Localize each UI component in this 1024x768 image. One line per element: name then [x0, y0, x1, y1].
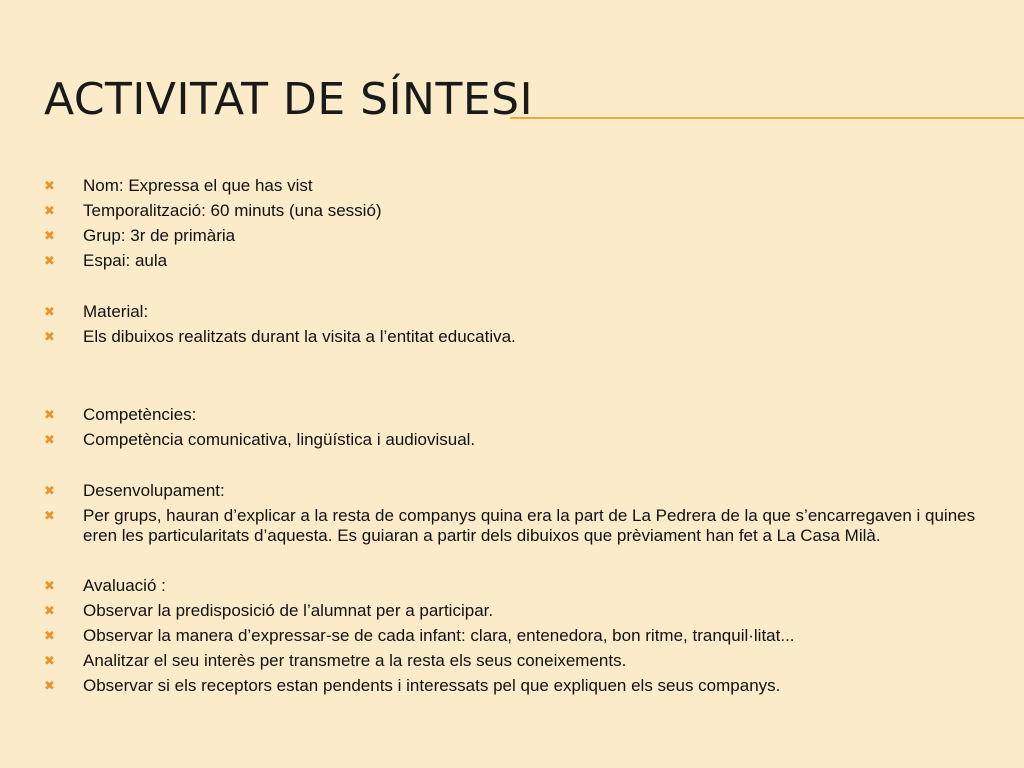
list-item-avaluacio-2 — [44, 626, 984, 651]
item-text: Expressa el que has vist — [123, 176, 313, 195]
bullet-x-icon: ✖ — [44, 178, 55, 193]
list-item-competencies — [44, 405, 984, 430]
item-text: : — [143, 302, 149, 321]
item-text: aula — [130, 251, 168, 270]
list-item-competencies-detail — [44, 430, 984, 455]
list-item-temporalitzacio — [44, 201, 984, 226]
item-label: Competències — [83, 405, 192, 424]
bullet-x-icon: ✖ — [44, 228, 55, 243]
list-item-desenvolupament — [44, 481, 984, 506]
slide-title: ACTIVITAT DE SÍNTESI — [44, 74, 534, 125]
item-label: Desenvolupament — [83, 481, 221, 500]
bullet-x-icon: ✖ — [44, 407, 55, 422]
item-text: Observar la predisposició de l’alumnat per a participar. — [83, 601, 494, 620]
item-text: Observar si els receptors estan pendents i interessats pel que expliquen els seus companys. — [83, 676, 781, 695]
item-label: Grup — [83, 226, 121, 245]
item-label: Temporalització — [83, 201, 202, 220]
item-text: : 3r de primària — [120, 226, 236, 245]
item-label: Espai: — [83, 251, 131, 270]
item-text: : — [191, 405, 197, 424]
bullet-x-icon: ✖ — [44, 432, 55, 447]
item-text: Per grups, hauran d’explicar a la resta de companys quina era la part de La Pedrera de la que s’encarregaven i quines eren les particularitats d’aquesta. Es guiaran a partir dels dibuixos que prèviament han fet a La Casa Milà. — [83, 506, 976, 545]
list-item-grup — [44, 226, 984, 251]
item-text: Analitzar el seu interès per transmetre a la resta els seus coneixements. — [83, 651, 627, 670]
list-item-material-detail — [44, 327, 984, 352]
bullet-x-icon: ✖ — [44, 329, 55, 344]
list-item-espai — [44, 251, 984, 276]
item-text: Els dibuixos realitzats durant la visita a l’entitat educativa. — [83, 327, 516, 346]
bullet-list — [44, 176, 984, 701]
bullet-x-icon: ✖ — [44, 678, 55, 693]
list-item-avaluacio-3 — [44, 651, 984, 676]
item-label: Material — [83, 302, 144, 321]
item-label: Avaluació — [83, 576, 157, 595]
title-underline — [510, 117, 1024, 119]
bullet-x-icon: ✖ — [44, 304, 55, 319]
list-item-nom — [44, 176, 984, 201]
list-item-avaluacio-1 — [44, 601, 984, 626]
list-item-desenvolupament-detail — [44, 506, 984, 550]
item-label: Nom: — [83, 176, 124, 195]
bullet-x-icon: ✖ — [44, 628, 55, 643]
item-text: : — [220, 481, 225, 500]
bullet-x-icon: ✖ — [44, 508, 55, 523]
item-text: : — [156, 576, 166, 595]
list-item-material — [44, 302, 984, 327]
bullet-x-icon: ✖ — [44, 578, 55, 593]
list-item-avaluacio-4 — [44, 676, 984, 701]
bullet-x-icon: ✖ — [44, 653, 55, 668]
bullet-x-icon: ✖ — [44, 603, 55, 618]
bullet-x-icon: ✖ — [44, 483, 55, 498]
bullet-x-icon: ✖ — [44, 253, 55, 268]
bullet-x-icon: ✖ — [44, 203, 55, 218]
list-item-avaluacio — [44, 576, 984, 601]
item-text: Observar la manera d’expressar-se de cada infant: clara, entenedora, bon ritme, tranquil·litat... — [83, 626, 795, 645]
item-text: : 60 minuts (una sessió) — [201, 201, 382, 220]
item-text: Competència comunicativa, lingüística i audiovisual. — [83, 430, 476, 449]
